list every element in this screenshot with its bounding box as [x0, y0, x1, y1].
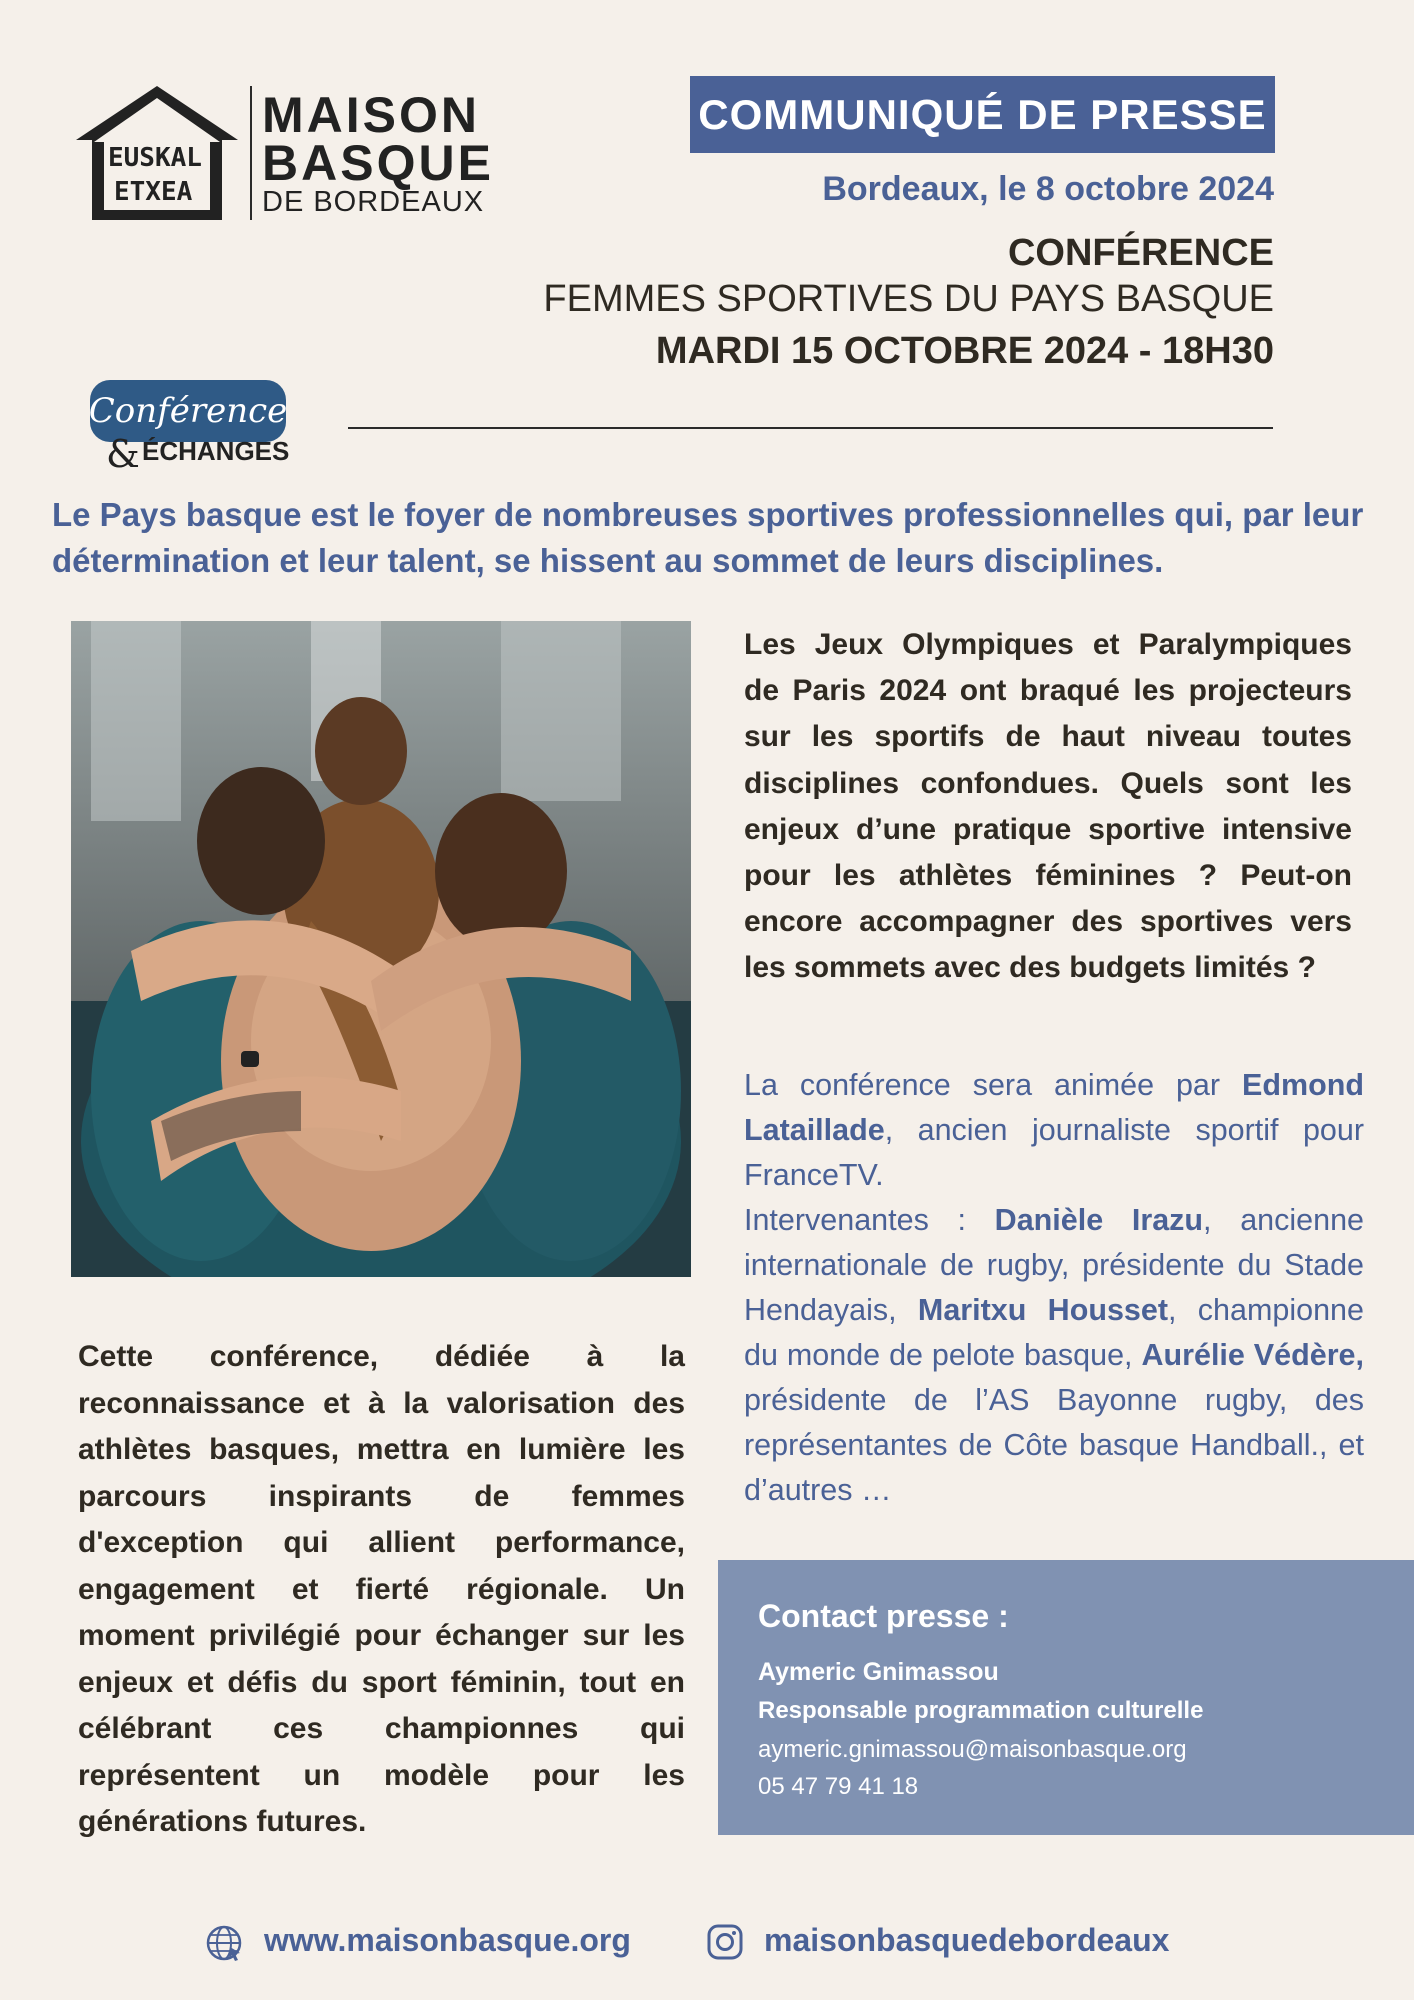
logo-word-de-bordeaux: DE BORDEAUX [262, 186, 485, 218]
description-paragraph: Cette conférence, dédiée à la reconnaissance et à la valorisation des athlètes basques, mettra en lumière les parcours inspirants de femmes d'exception qui allient performance, engagement et fierté régionale. Un moment privilégié pour échanger sur les enjeux et défis du sport féminin, tout en célébrant ces championnes qui représentent un modèle pour les générations futures. [78, 1340, 685, 1838]
lead-paragraph: Les Jeux Olympiques et Paralympiques de Paris 2024 ont braqué les projecteurs sur les sportifs de haut niveau toutes disciplines confondues. Quels sont les enjeux d’une pratique sportive intensive pour les athlètes féminines ? Peut-on encore accompagner des sportives vers les sommets avec des budgets limités ? [744, 628, 1352, 985]
logo-house-text-2: ETXEA [114, 177, 193, 207]
contact-name: Aymeric Gnimassou [758, 1658, 999, 1686]
moderator-name: Edmond Lataillade [744, 1068, 1364, 1147]
logo-word-basque: BASQUE [262, 135, 494, 191]
badge-echanges: ÉCHANGES [142, 436, 290, 466]
speakers-text-4: , ancienne internationale de rugby, présidente du Stade Hendayais, [744, 1203, 1365, 1327]
event-type: CONFÉRENCE [1007, 232, 1274, 274]
maison-basque-logo [72, 82, 242, 224]
instagram-icon [705, 1922, 745, 1962]
event-date: MARDI 15 OCTOBRE 2024 - 18H30 [655, 330, 1274, 372]
badge-ampersand: & [106, 432, 140, 476]
speakers-text-1: La conférence sera animée par [744, 1068, 1242, 1102]
instagram-handle[interactable]: maisonbasquedebordeaux [764, 1922, 1170, 1958]
logo-word-maison: MAISON [262, 87, 480, 143]
speakers-text-2: , ancien journaliste sportif pour FranceTV. [744, 1113, 1364, 1192]
globe-icon [204, 1923, 244, 1963]
contact-role: Responsable programmation culturelle [758, 1697, 1204, 1724]
speakers-text-5: , championne du monde de pelote basque, [744, 1293, 1364, 1372]
contact-email[interactable]: aymeric.gnimassou@maisonbasque.org [758, 1736, 1187, 1763]
speaker-name-2: Maritxu Housset [917, 1293, 1169, 1327]
logo-house-text-1: EUSKAL [108, 143, 202, 173]
contact-phone: 05 47 79 41 18 [758, 1773, 919, 1800]
intro-paragraph: Le Pays basque est le foyer de nombreuses sportives professionnelles qui, par leur détermination et leur talent, se hissent au sommet de leurs disciplines. [52, 496, 1364, 579]
contact-heading: Contact presse : [758, 1598, 1009, 1634]
event-title: FEMMES SPORTIVES DU PAYS BASQUE [543, 278, 1274, 320]
speakers-text-6: présidente de l’AS Bayonne rugby, des représentantes de Côte basque Handball., et d’autres … [744, 1383, 1364, 1507]
conference-badge: Conférence [90, 380, 286, 442]
speaker-name-1: Danièle Irazu [994, 1203, 1204, 1237]
speakers-text-3: Intervenantes : [744, 1203, 995, 1237]
press-release-banner: COMMUNIQUÉ DE PRESSE [690, 76, 1275, 153]
header-rule [348, 427, 1273, 429]
team-huddle-photo [71, 621, 691, 1277]
date-line: Bordeaux, le 8 octobre 2024 [822, 170, 1274, 208]
website-link[interactable]: www.maisonbasque.org [264, 1922, 631, 1958]
speakers-paragraph [744, 1063, 1364, 1513]
speaker-name-3: Aurélie Védère, [1141, 1338, 1364, 1372]
logo-divider [250, 86, 252, 220]
contact-box [718, 1560, 1414, 1835]
